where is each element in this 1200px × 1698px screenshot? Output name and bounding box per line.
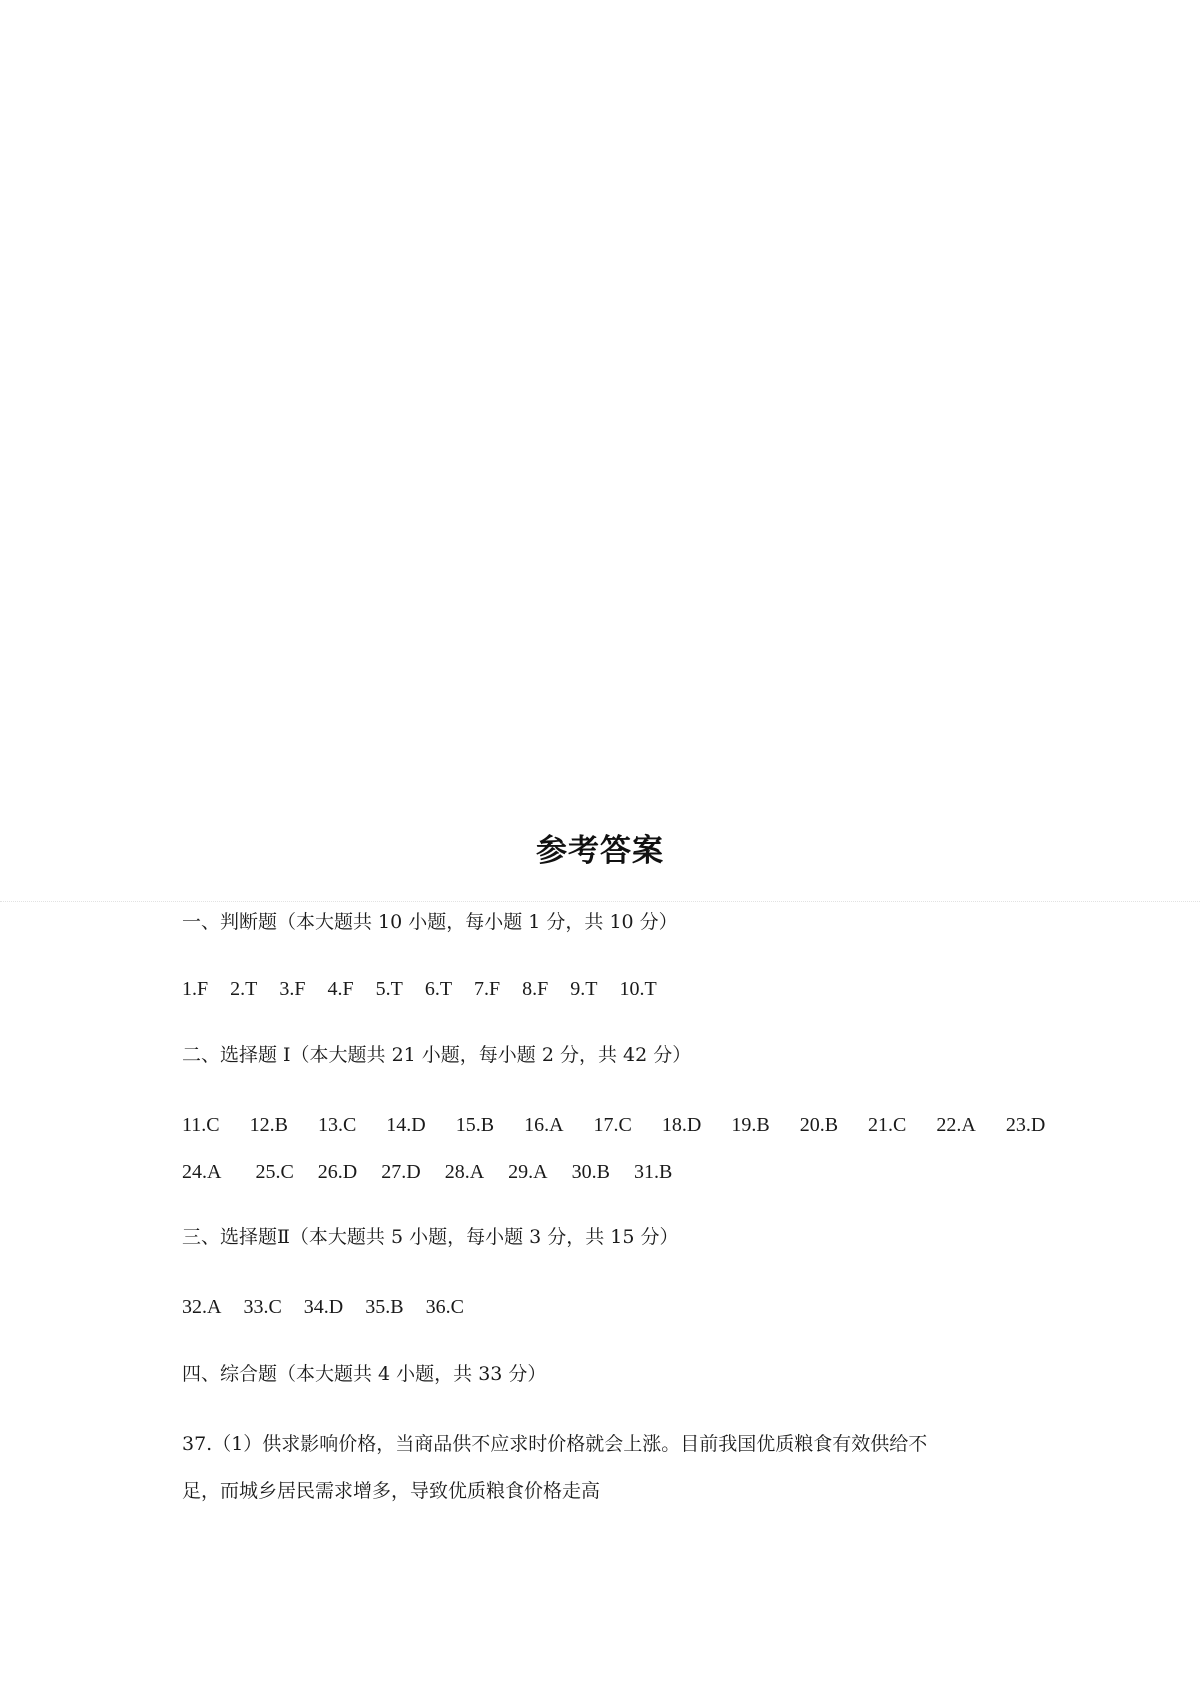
- answer-item: 4.F: [327, 978, 354, 1000]
- answer-item: 8.F: [522, 978, 549, 1000]
- answer-item: 20.B: [799, 1114, 839, 1136]
- answer-item: 25.C: [255, 1161, 294, 1183]
- answer-item: 14.D: [386, 1114, 426, 1136]
- answer-item: 28.A: [444, 1161, 485, 1183]
- answer-item: 10.T: [619, 978, 657, 1000]
- answer-item: 35.B: [365, 1296, 404, 1318]
- answer-item: 23.D: [1005, 1114, 1046, 1136]
- answer-item: 32.A: [182, 1296, 222, 1318]
- answer-item: 27.D: [381, 1161, 421, 1183]
- question-37-answer-line-1: 37.（1）供求影响价格，当商品供不应求时价格就会上涨。目前我国优质粮食有效供给不: [182, 1433, 928, 1455]
- answer-item: 13.C: [317, 1114, 357, 1136]
- page-title: 参考答案: [536, 833, 664, 869]
- question-37-answer-line-2: 足，而城乡居民需求增多，导致优质粮食价格走高: [182, 1480, 601, 1502]
- answer-item: 24.A: [182, 1161, 222, 1183]
- answer-item: 16.A: [524, 1114, 564, 1136]
- answer-item: 34.D: [303, 1296, 344, 1318]
- answer-item: 19.B: [731, 1114, 770, 1136]
- answer-item: 30.B: [571, 1161, 610, 1183]
- answer-item: 9.T: [570, 978, 598, 1000]
- section-2-answers-row-2: [182, 1160, 696, 1184]
- section-3-heading: 三、选择题Ⅱ（本大题共 5 小题，每小题 3 分，共 15 分）: [182, 1226, 679, 1248]
- section-1-heading: 一、判断题（本大题共 10 小题，每小题 1 分，共 10 分）: [182, 911, 678, 933]
- answer-item: 36.C: [425, 1296, 464, 1318]
- answer-item: 33.C: [243, 1296, 282, 1318]
- answer-item: 17.C: [593, 1114, 632, 1136]
- answer-item: 2.T: [230, 978, 258, 1000]
- answer-item: 12.B: [249, 1114, 288, 1136]
- answer-item: 6.T: [424, 978, 453, 1000]
- section-2-answers-row-1: [182, 1113, 1045, 1137]
- answer-item: 7.F: [474, 978, 501, 1000]
- section-2-heading: 二、选择题 I（本大题共 21 小题，每小题 2 分，共 42 分）: [182, 1044, 692, 1066]
- answer-item: 11.C: [182, 1114, 220, 1136]
- answer-item: 1.F: [182, 978, 209, 1000]
- answer-item: 3.F: [279, 978, 306, 1000]
- section-4-heading: 四、综合题（本大题共 4 小题，共 33 分）: [182, 1363, 547, 1385]
- answer-item: 18.D: [661, 1114, 702, 1136]
- answer-item: 22.A: [936, 1114, 976, 1136]
- dotted-divider: [0, 901, 1200, 902]
- answer-item: 5.T: [375, 978, 403, 1000]
- answer-item: 21.C: [868, 1114, 907, 1136]
- answer-item: 29.A: [508, 1161, 548, 1183]
- answer-item: 26.D: [317, 1161, 358, 1183]
- section-3-answers: [182, 1295, 486, 1319]
- answer-item: 15.B: [455, 1114, 495, 1136]
- section-1-answers: [182, 977, 679, 1001]
- answer-item: 31.B: [633, 1161, 673, 1183]
